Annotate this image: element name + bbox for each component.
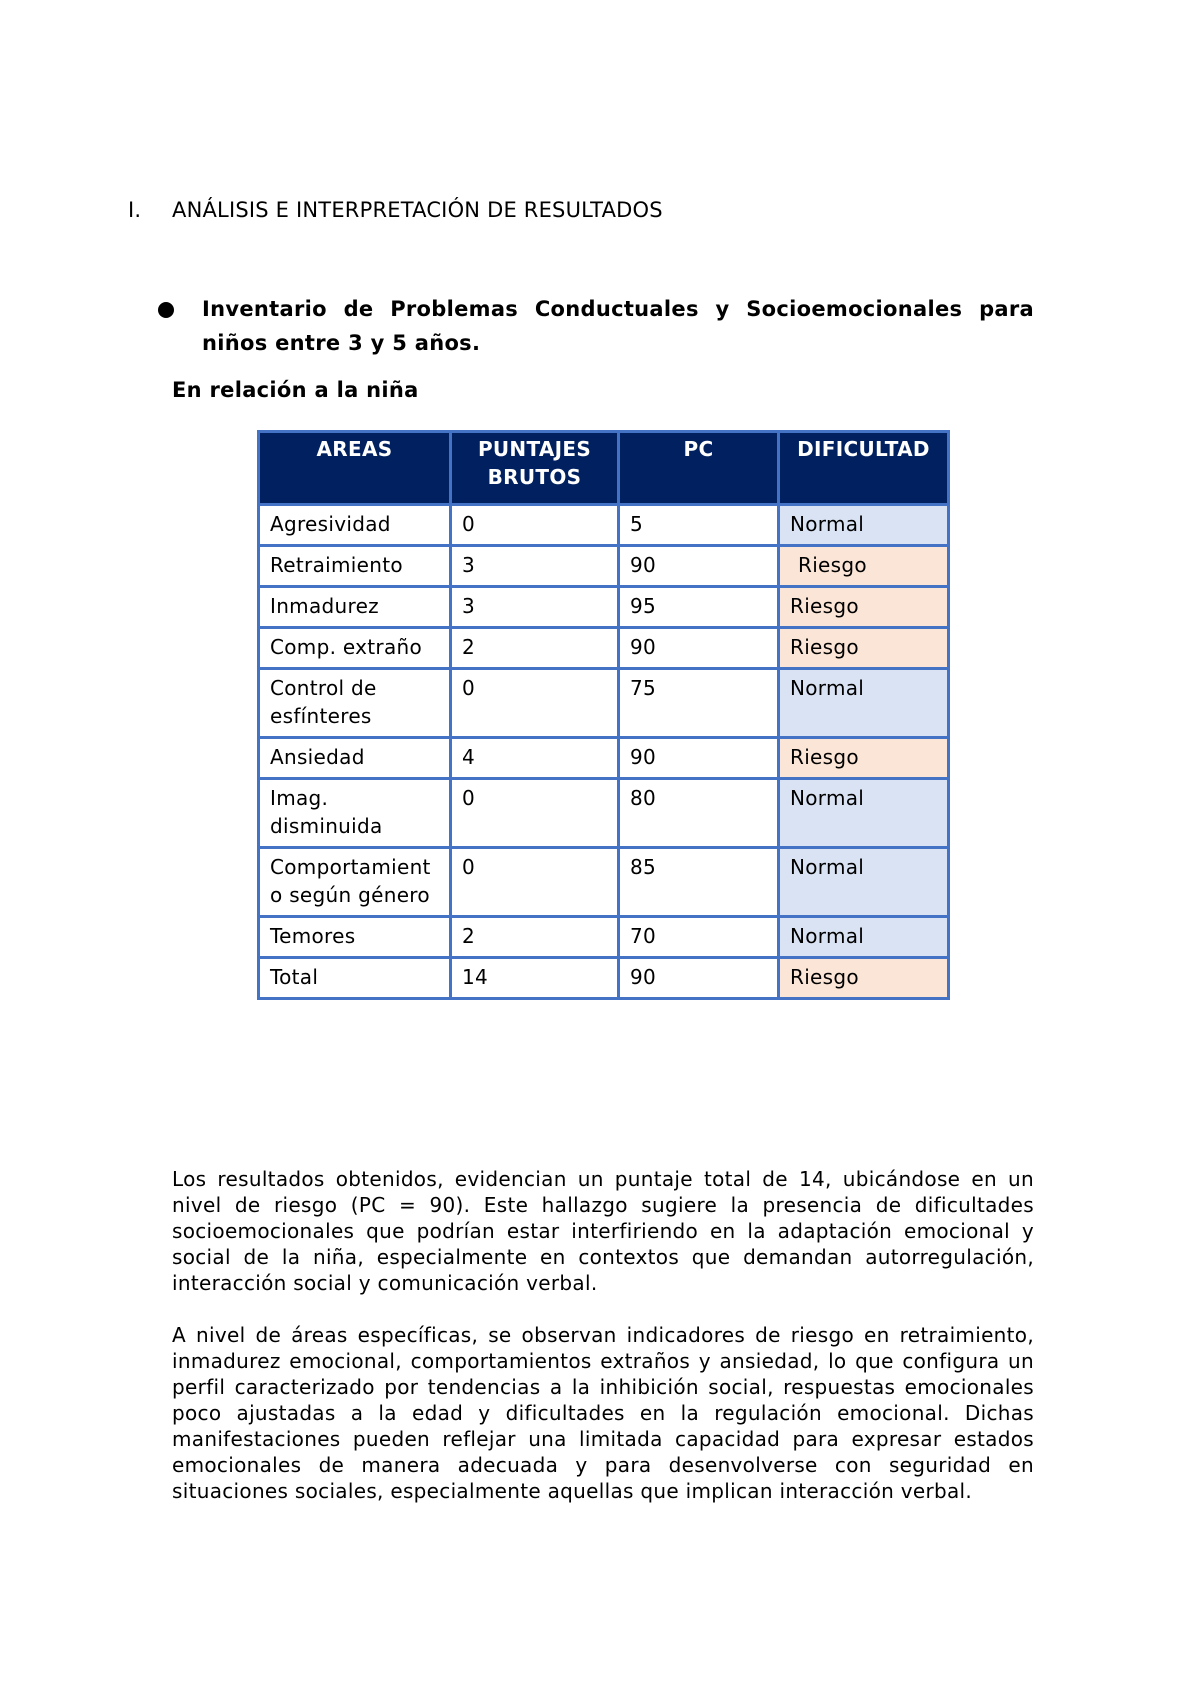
cell-pc: 85	[619, 848, 779, 917]
cell-puntaje: 3	[451, 546, 619, 587]
table-row	[259, 669, 949, 738]
section-heading	[128, 198, 663, 222]
cell-area: Comp. extraño	[259, 628, 451, 669]
table-row	[259, 917, 949, 958]
header-pc: PC	[619, 432, 779, 505]
cell-puntaje: 3	[451, 587, 619, 628]
cell-pc: 90	[619, 546, 779, 587]
table-row	[259, 546, 949, 587]
cell-puntaje: 0	[451, 848, 619, 917]
cell-area: Temores	[259, 917, 451, 958]
cell-pc: 90	[619, 738, 779, 779]
section-title: ANÁLISIS E INTERPRETACIÓN DE RESULTADOS	[172, 198, 663, 222]
table-row	[259, 505, 949, 546]
cell-puntaje: 2	[451, 628, 619, 669]
bullet-dot-icon	[158, 302, 174, 318]
cell-dificultad: Normal	[779, 848, 949, 917]
subheading: En relación a la niña	[172, 378, 419, 402]
table-row	[259, 779, 949, 848]
results-table	[257, 430, 950, 1000]
cell-pc: 70	[619, 917, 779, 958]
paragraph-areas: A nivel de áreas específicas, se observan indicadores de riesgo en retraimiento, inmadurez emocional, comportamientos extraños y ansiedad, lo que configura un perfil caracterizado por tendencias a la inhibición social, respuestas emocionales poco ajustadas a la edad y dificultades en la regulación emocional. Dichas manifestaciones pueden reflejar una limitada capacidad para expresar estados emocionales de manera adecuada y para desenvolverse con seguridad en situaciones sociales, especialmente aquellas que implican interacción verbal.	[172, 1323, 1034, 1503]
table-row	[259, 738, 949, 779]
table-row	[259, 628, 949, 669]
cell-dificultad: Normal	[779, 917, 949, 958]
paragraph-results: Los resultados obtenidos, evidencian un puntaje total de 14, ubicándose en un nivel de riesgo (PC = 90). Este hallazgo sugiere la presencia de dificultades socioemocionales que podrían estar interfiriendo en la adaptación emocional y social de la niña, especialmente en contextos que demandan autorregulación, interacción social y comunicación verbal.	[172, 1167, 1034, 1295]
cell-puntaje: 2	[451, 917, 619, 958]
cell-pc: 95	[619, 587, 779, 628]
cell-area: Comportamiento según género	[259, 848, 451, 917]
cell-pc: 5	[619, 505, 779, 546]
bullet-text: Inventario de Problemas Conductuales y Socioemocionales para niños entre 3 y 5 años.	[202, 297, 1034, 355]
cell-dificultad: Riesgo	[779, 738, 949, 779]
cell-puntaje: 0	[451, 669, 619, 738]
cell-area: Inmadurez	[259, 587, 451, 628]
header-areas: AREAS	[259, 432, 451, 505]
table-row-total	[259, 958, 949, 999]
cell-dificultad: Normal	[779, 669, 949, 738]
cell-dificultad: Normal	[779, 779, 949, 848]
cell-area: Ansiedad	[259, 738, 451, 779]
cell-dificultad: Riesgo	[779, 958, 949, 999]
cell-pc: 90	[619, 628, 779, 669]
cell-pc: 90	[619, 958, 779, 999]
cell-dificultad: Riesgo	[779, 546, 949, 587]
cell-puntaje: 0	[451, 779, 619, 848]
bullet-item	[158, 292, 1034, 360]
cell-area: Agresividad	[259, 505, 451, 546]
table-row	[259, 848, 949, 917]
table-header-row	[259, 432, 949, 505]
cell-pc: 80	[619, 779, 779, 848]
cell-area: Total	[259, 958, 451, 999]
header-dificultad: DIFICULTAD	[779, 432, 949, 505]
cell-puntaje: 4	[451, 738, 619, 779]
cell-dificultad: Riesgo	[779, 628, 949, 669]
cell-pc: 75	[619, 669, 779, 738]
section-number: I.	[128, 198, 142, 222]
cell-dificultad: Normal	[779, 505, 949, 546]
header-puntajes: PUNTAJES BRUTOS	[451, 432, 619, 505]
cell-puntaje: 0	[451, 505, 619, 546]
cell-area: Retraimiento	[259, 546, 451, 587]
cell-dificultad: Riesgo	[779, 587, 949, 628]
cell-area: Control de esfínteres	[259, 669, 451, 738]
cell-puntaje: 14	[451, 958, 619, 999]
table-row	[259, 587, 949, 628]
cell-area: Imag. disminuida	[259, 779, 451, 848]
